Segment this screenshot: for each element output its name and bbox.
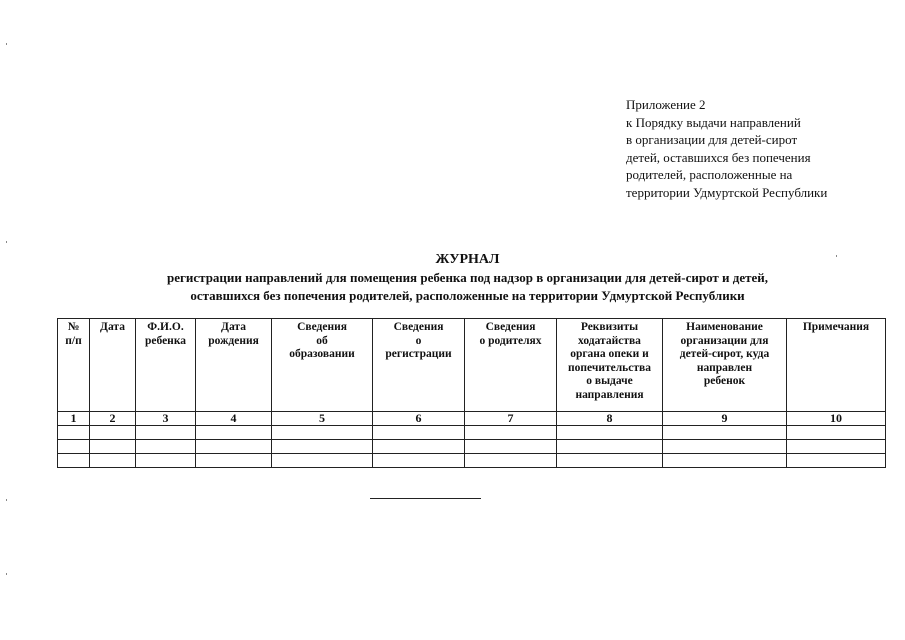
column-header-line: об [316, 334, 328, 347]
column-number-cell: 3 [136, 412, 196, 426]
column-header [663, 319, 787, 412]
table-cell [58, 426, 90, 440]
journal-table [57, 318, 886, 468]
table-cell [557, 454, 663, 468]
column-number-cell: 5 [272, 412, 373, 426]
table-cell [90, 454, 136, 468]
scan-artifact [836, 255, 837, 257]
table-cell [272, 440, 373, 454]
column-number-cell: 4 [196, 412, 272, 426]
table-header-row [58, 319, 886, 412]
scan-artifact [6, 499, 7, 501]
table-cell [465, 426, 557, 440]
column-header-line: Дата [100, 321, 125, 333]
column-number-cell: 9 [663, 412, 787, 426]
document-subtitle-line-1: регистрации направлений для помещения ребенка под надзор в организации для детей-сирот и детей, [166, 270, 769, 285]
table-cell [136, 426, 196, 440]
table-row [58, 454, 886, 468]
column-header-line: детей-сирот, куда [679, 348, 770, 360]
appendix-line: родителей, расположенные на [626, 167, 793, 182]
appendix-line: территории Удмуртской Республики [626, 184, 828, 200]
document-title-block [0, 252, 905, 304]
column-header-line: Сведения [393, 321, 444, 333]
table-cell [787, 454, 886, 468]
table-cell [272, 454, 373, 468]
column-number-row [58, 412, 886, 426]
table-cell [557, 440, 663, 454]
column-header-line: попечительства [568, 361, 651, 374]
column-header [90, 319, 136, 412]
column-header [136, 319, 196, 412]
table-row [58, 426, 886, 440]
scan-artifact [6, 573, 7, 575]
column-number-cell: 6 [373, 412, 465, 426]
column-header [787, 319, 886, 412]
scan-artifact [6, 241, 7, 243]
appendix-line: к Порядку выдачи направлений [626, 114, 801, 130]
table-cell [196, 440, 272, 454]
column-number-cell: 7 [465, 412, 557, 426]
column-header-line: о родителях [479, 334, 542, 347]
appendix-note [626, 96, 827, 201]
column-header-line: рождения [208, 334, 259, 347]
table-cell [90, 440, 136, 454]
table-cell [373, 454, 465, 468]
column-header-line: ребенка [144, 334, 187, 347]
table-cell [58, 440, 90, 454]
table-cell [663, 454, 787, 468]
column-header-line: направления [575, 388, 644, 401]
column-header-line: о [415, 334, 422, 347]
column-header-line: Примечания [802, 321, 870, 333]
column-header-line: организации для [680, 334, 769, 347]
table-cell [58, 454, 90, 468]
column-header-line: о выдаче [586, 375, 633, 387]
table-cell [557, 426, 663, 440]
document-title: ЖУРНАЛ [435, 252, 500, 267]
appendix-line: в организации для детей-сирот [626, 132, 798, 147]
table-cell [787, 426, 886, 440]
column-number-cell: 2 [90, 412, 136, 426]
table-row [58, 440, 886, 454]
column-header-line: Наименование [686, 321, 763, 333]
column-header [557, 319, 663, 412]
column-header-line: Сведения [485, 321, 536, 333]
column-header-line: Ф.И.О. [147, 321, 184, 333]
column-header-line: органа опеки и [570, 348, 649, 360]
appendix-line: Приложение 2 [626, 97, 706, 112]
table-cell [90, 426, 136, 440]
column-header-line: Дата [221, 321, 246, 333]
column-header-line: направлен [696, 361, 753, 374]
column-header [272, 319, 373, 412]
column-header-line: Сведения [297, 321, 347, 333]
column-header [465, 319, 557, 412]
table-cell [465, 440, 557, 454]
table-cell [465, 454, 557, 468]
column-header [58, 319, 90, 412]
column-header-line: Реквизиты [580, 321, 639, 333]
table-cell [373, 440, 465, 454]
column-header [373, 319, 465, 412]
column-header-line: ребенок [703, 375, 746, 387]
table-cell [787, 440, 886, 454]
column-header-line: регистрации [385, 348, 452, 360]
appendix-line: детей, оставшихся без попечения [626, 149, 811, 165]
column-header [196, 319, 272, 412]
document-subtitle-line-2: оставшихся без попечения родителей, расположенные на территории Удмуртской Республики [190, 288, 745, 303]
table-cell [136, 440, 196, 454]
table-cell [196, 454, 272, 468]
column-header-line: ходатайства [578, 334, 641, 347]
scan-artifact [6, 43, 7, 45]
column-header-line: образовании [289, 348, 355, 360]
column-number-cell: 10 [787, 412, 886, 426]
table-cell [196, 426, 272, 440]
table-cell [663, 440, 787, 454]
table-cell [663, 426, 787, 440]
table-cell [272, 426, 373, 440]
column-number-cell: 1 [58, 412, 90, 426]
column-number-cell: 8 [557, 412, 663, 426]
column-header-line: п/п [65, 334, 82, 347]
footer-separator-line [370, 498, 481, 499]
table-cell [373, 426, 465, 440]
column-header-line: № [67, 321, 80, 333]
table-cell [136, 454, 196, 468]
